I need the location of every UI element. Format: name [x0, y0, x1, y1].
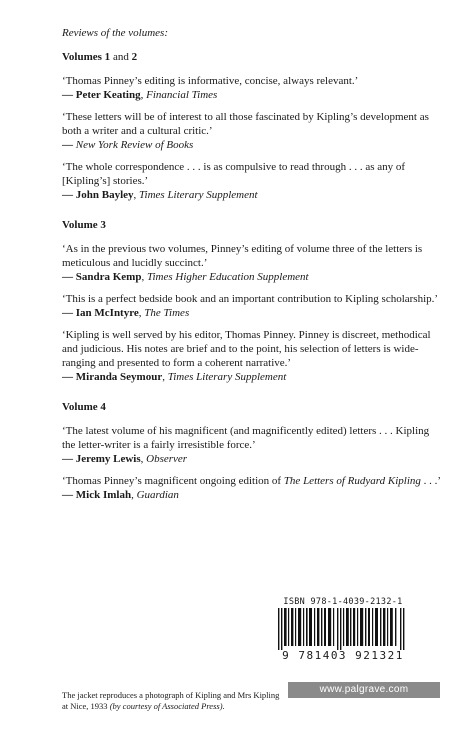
review-item: [62, 424, 442, 466]
isbn-barcode: [268, 597, 418, 661]
review-attribution: — Mick Imlah, Guardian: [62, 489, 179, 501]
review-attribution: — John Bayley, Times Literary Supplement: [62, 189, 258, 201]
barcode-digits: 9 781403 921321: [282, 649, 404, 662]
review-attribution: — Sandra Kemp, Times Higher Education Supplement: [62, 271, 309, 283]
publisher-url[interactable]: www.palgrave.com: [288, 682, 440, 698]
review-quote: ‘Kipling is well served by his editor, Thomas Pinney. Pinney is discreet, methodical and judicious. His notes are brief and to the point, his selection of letters is wide-ranging and presented to form a coherent narrative.’: [62, 329, 431, 369]
review-attribution: — Jeremy Lewis, Observer: [62, 453, 188, 465]
review-quote: ‘The latest volume of his magnificent (and magnificently edited) letters . . . Kipling the letter-writer is a fairly irresistible force.’: [62, 425, 430, 451]
jacket-caption: The jacket reproduces a photograph of Kipling and Mrs Kipling at Nice, 1933 (by courtesy of Associated Press).: [62, 689, 280, 711]
isbn-label: ISBN 978-1-4039-2132-1: [283, 597, 403, 607]
review-attribution: — Peter Keating, Financial Times: [62, 89, 218, 101]
review-attribution: — Miranda Seymour, Times Literary Supplement: [62, 371, 287, 383]
review-item: [62, 474, 442, 502]
review-item: [62, 74, 442, 102]
volume-heading-1-2: Volumes 1 and 2: [62, 51, 138, 63]
reviews-intro: Reviews of the volumes:: [62, 27, 168, 39]
review-attribution: — Ian McIntyre, The Times: [62, 307, 190, 319]
volume-heading-3: Volume 3: [62, 219, 106, 231]
review-item: [62, 110, 442, 152]
review-quote: ‘Thomas Pinney’s magnificent ongoing edition of The Letters of Rudyard Kipling . . .’: [62, 475, 442, 487]
review-quote: ‘These letters will be of interest to all those fascinated by Kipling’s development as both a writer and a cultural critic.’: [62, 111, 429, 137]
review-attribution: — New York Review of Books: [62, 139, 194, 151]
review-item: [62, 242, 442, 284]
reviews-block: [62, 26, 442, 510]
review-item: [62, 160, 442, 202]
volume-heading-4: Volume 4: [62, 401, 106, 413]
review-item: [62, 328, 442, 384]
barcode-icon: [276, 608, 410, 650]
review-quote: ‘Thomas Pinney’s editing is informative, concise, always relevant.’: [62, 75, 359, 87]
review-quote: ‘As in the previous two volumes, Pinney’s editing of volume three of the letters is meticulous and lucidly succinct.’: [62, 243, 423, 269]
review-quote: ‘This is a perfect bedside book and an important contribution to Kipling scholarship.’: [62, 293, 439, 305]
review-quote: ‘The whole correspondence . . . is as compulsive to read through . . . as any of [Kipling’s] stories.’: [62, 161, 406, 187]
review-item: [62, 292, 442, 320]
